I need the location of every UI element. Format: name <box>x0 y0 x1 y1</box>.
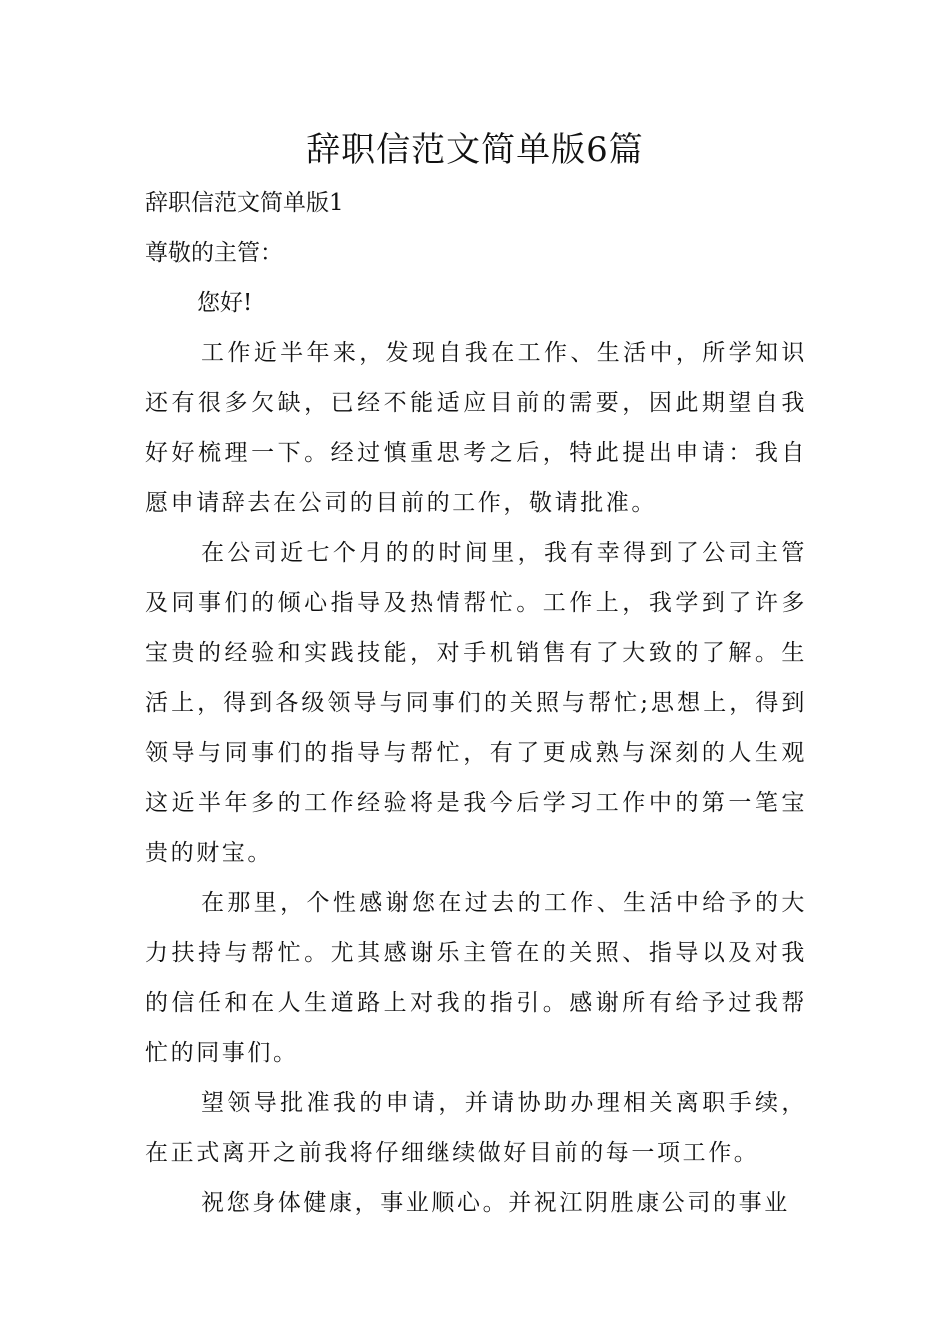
section-heading: 辞职信范文简单版1 <box>145 190 344 216</box>
paragraph-3: 在那里，个性感谢您在过去的工作、生活中给予的大力扶持与帮忙。尤其感谢乐主管在的关照、指导以及对我的信任和在人生道路上对我的指引。感谢所有给予过我帮忙的同事们。 <box>145 890 807 1066</box>
greeting: 您好! <box>197 290 253 316</box>
paragraph-4: 望领导批准我的申请，并请协助办理相关离职手续，在正式离开之前我将仔细继续做好目前的每一项工作。 <box>145 1090 807 1166</box>
document-title: 辞职信范文简单版6篇 <box>306 130 644 170</box>
salutation: 尊敬的主管： <box>145 240 283 266</box>
paragraph-1: 工作近半年来，发现自我在工作、生活中，所学知识还有很多欠缺，已经不能适应目前的需要，因此期望自我好好梳理一下。经过慎重思考之后，特此提出申请：我自愿申请辞去在公司的目前的工作，敬请批准。 <box>145 340 807 516</box>
paragraph-2: 在公司近七个月的的时间里，我有幸得到了公司主管及同事们的倾心指导及热情帮忙。工作上，我学到了许多宝贵的经验和实践技能，对手机销售有了大致的了解。生活上，得到各级领导与同事们的关照与帮忙;思想上，得到领导与同事们的指导与帮忙，有了更成熟与深刻的人生观这近半年多的工作经验将是我今后学习工作中的第一笔宝贵的财宝。 <box>145 540 807 866</box>
paragraph-5: 祝您身体健康，事业顺心。并祝江阴胜康公司的事业 <box>201 1190 790 1216</box>
document-body <box>145 178 807 1228</box>
